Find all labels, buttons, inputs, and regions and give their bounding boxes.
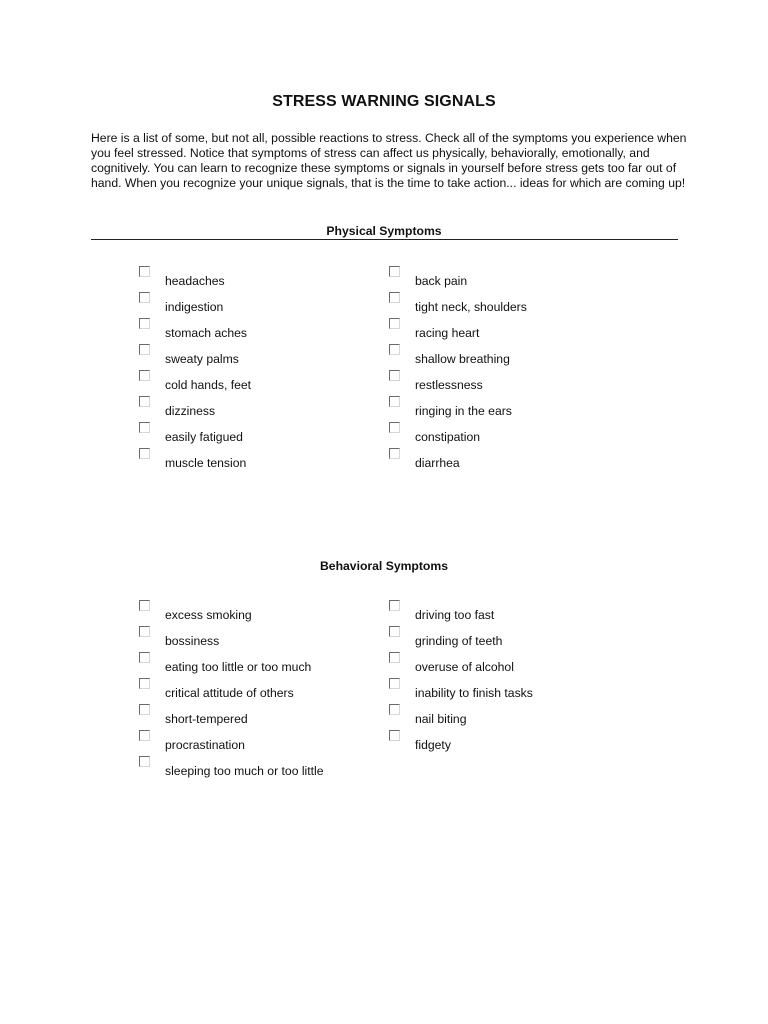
symptom-label: diarrhea xyxy=(415,456,460,470)
symptom-checkbox[interactable] xyxy=(389,422,400,433)
symptom-label: inability to finish tasks xyxy=(415,686,533,700)
symptom-label: sweaty palms xyxy=(165,352,239,366)
symptom-checkbox[interactable] xyxy=(139,422,150,433)
symptom-label: eating too little or too much xyxy=(165,660,312,674)
symptom-checkbox[interactable] xyxy=(389,318,400,329)
symptom-label: dizziness xyxy=(165,404,216,418)
symptom-checkbox[interactable] xyxy=(389,678,400,689)
intro-paragraph: Here is a list of some, but not all, possible reactions to stress. Check all of the symptoms you experience when you feel stressed. Notice that symptoms of stress can affect us physically, behaviorally, emotionally, and cognitively. You can learn to recognize these symptoms or signals in yourself before stress gets too far out of hand. When you recognize your unique signals, that is the time to take action... ideas for which are coming up! xyxy=(91,131,687,190)
behavioral-symptoms-heading: Behavioral Symptoms xyxy=(319,559,448,573)
symptom-checkbox[interactable] xyxy=(389,292,400,303)
symptom-label: procrastination xyxy=(165,738,245,752)
symptom-checkbox[interactable] xyxy=(139,600,150,611)
symptom-checkbox[interactable] xyxy=(139,292,150,303)
symptom-checkbox[interactable] xyxy=(389,626,400,637)
symptom-label: stomach aches xyxy=(165,326,247,340)
symptom-checkbox[interactable] xyxy=(139,266,150,277)
symptom-label: excess smoking xyxy=(165,608,252,622)
symptom-label: racing heart xyxy=(415,326,480,340)
symptom-checkbox[interactable] xyxy=(139,678,150,689)
symptom-checkbox[interactable] xyxy=(139,626,150,637)
symptom-checkbox[interactable] xyxy=(139,344,150,355)
symptom-label: fidgety xyxy=(415,738,451,752)
symptom-label: shallow breathing xyxy=(415,352,510,366)
symptom-checkbox[interactable] xyxy=(389,600,400,611)
symptom-label: driving too fast xyxy=(415,608,495,622)
symptom-label: nail biting xyxy=(415,712,467,726)
symptom-label: constipation xyxy=(415,430,481,444)
symptom-label: indigestion xyxy=(165,300,224,314)
symptom-checkbox[interactable] xyxy=(139,756,150,767)
symptom-label: back pain xyxy=(415,274,468,288)
symptom-label: ringing in the ears xyxy=(415,404,512,418)
symptom-checkbox[interactable] xyxy=(389,370,400,381)
physical-symptoms-heading: Physical Symptoms xyxy=(326,224,442,238)
symptom-checkbox[interactable] xyxy=(389,704,400,715)
symptom-checkbox[interactable] xyxy=(139,318,150,329)
symptom-checkbox[interactable] xyxy=(389,344,400,355)
symptom-label: short-tempered xyxy=(165,712,248,726)
symptom-label: easily fatigued xyxy=(165,430,243,444)
symptom-label: overuse of alcohol xyxy=(415,660,514,674)
section-divider xyxy=(91,239,678,240)
symptom-checkbox[interactable] xyxy=(389,730,400,741)
symptom-label: headaches xyxy=(165,274,225,288)
symptom-checkbox[interactable] xyxy=(139,370,150,381)
symptom-label: sleeping too much or too little xyxy=(165,764,324,778)
symptom-label: grinding of teeth xyxy=(415,634,503,648)
symptom-label: restlessness xyxy=(415,378,483,392)
document-title: STRESS WARNING SIGNALS xyxy=(272,93,496,110)
symptom-checkbox[interactable] xyxy=(139,448,150,459)
symptom-label: critical attitude of others xyxy=(165,686,294,700)
symptom-label: tight neck, shoulders xyxy=(415,300,527,314)
symptom-label: bossiness xyxy=(165,634,220,648)
symptom-checkbox[interactable] xyxy=(389,448,400,459)
symptom-checkbox[interactable] xyxy=(139,396,150,407)
symptom-checkbox[interactable] xyxy=(139,704,150,715)
symptom-checkbox[interactable] xyxy=(139,730,150,741)
symptom-checkbox[interactable] xyxy=(139,652,150,663)
symptom-label: muscle tension xyxy=(165,456,247,470)
symptom-checkbox[interactable] xyxy=(389,652,400,663)
symptom-checkbox[interactable] xyxy=(389,396,400,407)
symptom-label: cold hands, feet xyxy=(165,378,252,392)
symptom-checkbox[interactable] xyxy=(389,266,400,277)
